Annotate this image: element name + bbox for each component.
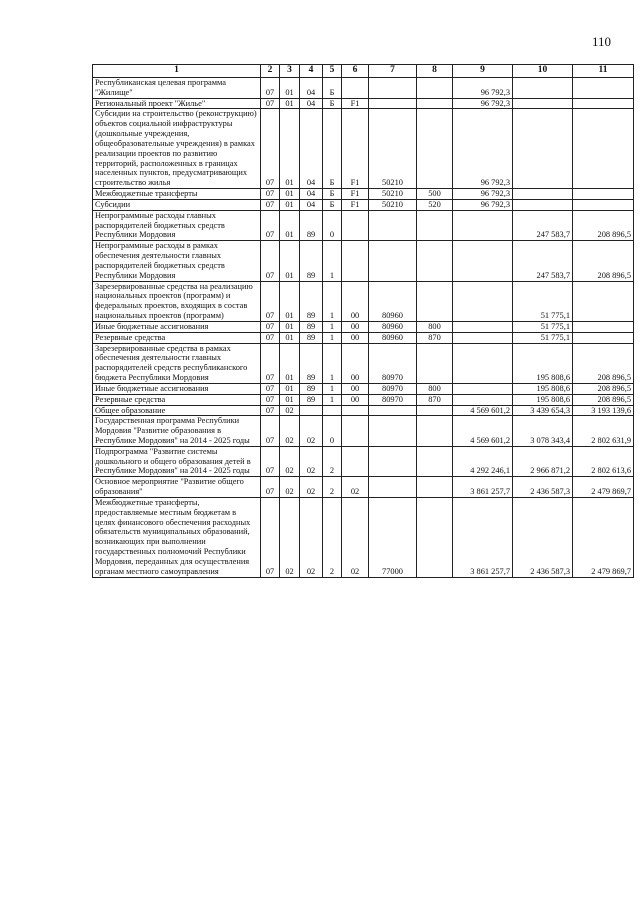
cell-code-8: 800: [417, 321, 453, 332]
cell-code-7: 80970: [369, 383, 417, 394]
cell-code-4: 02: [300, 497, 323, 577]
cell-code-8: [417, 477, 453, 498]
cell-code-2: 07: [261, 497, 280, 577]
cell-code-6: 02: [342, 477, 369, 498]
cell-code-8: 870: [417, 394, 453, 405]
cell-code-3: 02: [280, 416, 300, 446]
row-name: Подпрограмма "Развитие системы дошкольного и общего образования детей в Республике Мордовия" на 2014 - 2025 годы: [93, 446, 261, 476]
cell-code-6: [342, 78, 369, 99]
table-row: [93, 241, 634, 281]
cell-code-5: 1: [323, 394, 342, 405]
cell-code-8: [417, 405, 453, 416]
cell-code-4: 04: [300, 109, 323, 189]
cell-code-5: 1: [323, 383, 342, 394]
cell-amount-10: 51 775,1: [513, 321, 573, 332]
cell-code-4: 89: [300, 281, 323, 321]
table-row: [93, 394, 634, 405]
cell-code-5: 2: [323, 446, 342, 476]
cell-code-7: [369, 241, 417, 281]
row-name: Субсидии на строительство (реконструкцию) объектов социальной инфраструктуры (дошкольные учреждения, общеобразовательные учреждения) в рамках реализации проектов по развитию территорий, расположенных в границах населенных пунктов, предусматривающих строительство жилья: [93, 109, 261, 189]
cell-code-6: 00: [342, 394, 369, 405]
table-row: [93, 199, 634, 210]
table-row: [93, 281, 634, 321]
cell-code-2: 07: [261, 281, 280, 321]
cell-code-2: 07: [261, 109, 280, 189]
cell-amount-9: 96 792,3: [453, 189, 513, 200]
cell-code-4: 89: [300, 383, 323, 394]
cell-code-2: 07: [261, 416, 280, 446]
cell-code-2: 07: [261, 405, 280, 416]
cell-amount-11: 208 896,5: [573, 383, 634, 394]
cell-amount-11: 3 193 139,6: [573, 405, 634, 416]
cell-amount-9: 3 861 257,7: [453, 497, 513, 577]
cell-code-8: 520: [417, 199, 453, 210]
row-name: Зарезервированные средства в рамках обеспечения деятельности главных распорядителей средств республиканского бюджета Республики Мордовия: [93, 343, 261, 383]
cell-amount-11: [573, 78, 634, 99]
cell-code-4: 02: [300, 416, 323, 446]
cell-amount-10: 195 808,6: [513, 343, 573, 383]
cell-code-7: 50210: [369, 189, 417, 200]
cell-amount-9: [453, 383, 513, 394]
cell-code-5: Б: [323, 199, 342, 210]
cell-code-5: 1: [323, 343, 342, 383]
table-row: [93, 189, 634, 200]
cell-code-3: 01: [280, 189, 300, 200]
cell-code-8: [417, 78, 453, 99]
row-name: Непрограммные расходы главных распорядителей бюджетных средств Республики Мордовия: [93, 210, 261, 240]
cell-code-2: 07: [261, 343, 280, 383]
cell-code-4: 04: [300, 78, 323, 99]
cell-amount-11: 208 896,5: [573, 241, 634, 281]
cell-code-3: 02: [280, 405, 300, 416]
budget-table: [92, 64, 634, 578]
cell-amount-11: [573, 109, 634, 189]
cell-code-6: 00: [342, 383, 369, 394]
cell-code-7: 77000: [369, 497, 417, 577]
table-row: [93, 98, 634, 109]
cell-code-2: 07: [261, 98, 280, 109]
cell-code-4: 89: [300, 241, 323, 281]
cell-code-7: [369, 405, 417, 416]
cell-amount-11: [573, 281, 634, 321]
cell-amount-11: 208 896,5: [573, 394, 634, 405]
cell-amount-9: 4 569 601,2: [453, 416, 513, 446]
cell-code-8: 870: [417, 332, 453, 343]
cell-code-4: 02: [300, 446, 323, 476]
cell-code-2: 07: [261, 394, 280, 405]
cell-code-6: [342, 446, 369, 476]
cell-code-8: [417, 416, 453, 446]
cell-code-8: [417, 281, 453, 321]
row-name: Республиканская целевая программа "Жилище": [93, 78, 261, 99]
cell-code-3: 01: [280, 98, 300, 109]
cell-code-3: 02: [280, 446, 300, 476]
cell-code-4: 02: [300, 477, 323, 498]
row-name: Иные бюджетные ассигнования: [93, 321, 261, 332]
cell-amount-10: 247 583,7: [513, 210, 573, 240]
cell-code-6: [342, 241, 369, 281]
cell-amount-9: [453, 241, 513, 281]
cell-amount-9: [453, 281, 513, 321]
cell-code-6: [342, 416, 369, 446]
col-header: 11: [573, 65, 634, 78]
cell-code-4: 89: [300, 343, 323, 383]
cell-code-4: 04: [300, 199, 323, 210]
cell-amount-9: [453, 343, 513, 383]
cell-code-6: 00: [342, 281, 369, 321]
cell-code-6: 00: [342, 343, 369, 383]
cell-code-5: [323, 405, 342, 416]
cell-code-5: 0: [323, 416, 342, 446]
col-header: 9: [453, 65, 513, 78]
cell-code-8: [417, 98, 453, 109]
col-header: 1: [93, 65, 261, 78]
cell-amount-9: [453, 210, 513, 240]
cell-code-5: 0: [323, 210, 342, 240]
row-name: Региональный проект "Жилье": [93, 98, 261, 109]
page-number: 110: [592, 34, 612, 49]
cell-amount-11: 2 802 613,6: [573, 446, 634, 476]
cell-code-6: F1: [342, 109, 369, 189]
cell-amount-10: [513, 189, 573, 200]
cell-amount-9: 96 792,3: [453, 78, 513, 99]
row-name: Субсидии: [93, 199, 261, 210]
cell-code-7: 80970: [369, 343, 417, 383]
table-row: [93, 405, 634, 416]
cell-code-4: 89: [300, 210, 323, 240]
cell-amount-11: 2 479 869,7: [573, 497, 634, 577]
cell-code-5: Б: [323, 78, 342, 99]
cell-code-2: 07: [261, 321, 280, 332]
cell-code-4: [300, 405, 323, 416]
cell-code-3: 01: [280, 241, 300, 281]
cell-amount-10: [513, 199, 573, 210]
row-name: Межбюджетные трансферты: [93, 189, 261, 200]
cell-amount-10: [513, 109, 573, 189]
cell-code-2: 07: [261, 199, 280, 210]
cell-amount-9: 96 792,3: [453, 199, 513, 210]
cell-amount-10: 51 775,1: [513, 281, 573, 321]
table-row: [93, 343, 634, 383]
cell-amount-11: [573, 321, 634, 332]
cell-code-2: 07: [261, 241, 280, 281]
cell-code-6: [342, 405, 369, 416]
cell-code-8: 500: [417, 189, 453, 200]
cell-amount-11: 208 896,5: [573, 210, 634, 240]
cell-amount-11: [573, 199, 634, 210]
cell-code-3: 01: [280, 394, 300, 405]
cell-code-3: 01: [280, 321, 300, 332]
cell-amount-9: 96 792,3: [453, 98, 513, 109]
row-name: Общее образование: [93, 405, 261, 416]
cell-amount-10: [513, 78, 573, 99]
cell-code-4: 04: [300, 98, 323, 109]
cell-code-5: 1: [323, 321, 342, 332]
cell-code-5: Б: [323, 189, 342, 200]
col-header: 2: [261, 65, 280, 78]
cell-code-5: 1: [323, 281, 342, 321]
cell-code-3: 01: [280, 343, 300, 383]
cell-code-5: 2: [323, 497, 342, 577]
cell-amount-10: 195 808,6: [513, 394, 573, 405]
cell-code-2: 07: [261, 477, 280, 498]
col-header: 3: [280, 65, 300, 78]
cell-code-7: 50210: [369, 199, 417, 210]
cell-code-7: [369, 78, 417, 99]
cell-amount-11: [573, 332, 634, 343]
cell-code-7: 80960: [369, 321, 417, 332]
cell-code-5: 1: [323, 332, 342, 343]
row-name: Межбюджетные трансферты, предоставляемые местным бюджетам в целях финансового обеспечения расходных обязательств муниципальных образований, возникающих при выполнении государственных полномочий Республики Мордовия, переданных для осуществления органам местного самоуправления: [93, 497, 261, 577]
cell-code-7: [369, 98, 417, 109]
cell-code-2: 07: [261, 78, 280, 99]
cell-code-2: 07: [261, 332, 280, 343]
cell-code-3: 01: [280, 210, 300, 240]
cell-amount-9: 4 569 601,2: [453, 405, 513, 416]
cell-code-7: [369, 210, 417, 240]
cell-code-3: 01: [280, 78, 300, 99]
table-row: [93, 332, 634, 343]
cell-code-7: [369, 416, 417, 446]
row-name: Резервные средства: [93, 394, 261, 405]
cell-code-6: F1: [342, 199, 369, 210]
cell-amount-9: [453, 321, 513, 332]
row-name: Непрограммные расходы в рамках обеспечения деятельности главных распорядителей бюджетных средств Республики Мордовия: [93, 241, 261, 281]
cell-code-4: 89: [300, 321, 323, 332]
table-row: [93, 416, 634, 446]
table-row: [93, 109, 634, 189]
row-name: Основное мероприятие "Развитие общего образования": [93, 477, 261, 498]
cell-code-3: 02: [280, 497, 300, 577]
cell-code-2: 07: [261, 383, 280, 394]
cell-code-6: 02: [342, 497, 369, 577]
cell-amount-10: 51 775,1: [513, 332, 573, 343]
cell-code-8: [417, 343, 453, 383]
cell-amount-10: 2 436 587,3: [513, 497, 573, 577]
table-row: [93, 383, 634, 394]
col-header: 6: [342, 65, 369, 78]
cell-amount-9: [453, 332, 513, 343]
row-name: Иные бюджетные ассигнования: [93, 383, 261, 394]
row-name: Зарезервированные средства на реализацию национальных проектов (программ) и федеральных проектов, входящих в состав национальных проектов (программ): [93, 281, 261, 321]
table-row: [93, 446, 634, 476]
cell-code-3: 01: [280, 332, 300, 343]
cell-code-5: 1: [323, 241, 342, 281]
cell-amount-11: [573, 189, 634, 200]
cell-code-2: 07: [261, 210, 280, 240]
cell-code-3: 01: [280, 199, 300, 210]
cell-code-8: [417, 497, 453, 577]
col-header: 10: [513, 65, 573, 78]
table-row: [93, 477, 634, 498]
cell-amount-11: 2 802 631,9: [573, 416, 634, 446]
row-name: Резервные средства: [93, 332, 261, 343]
col-header: 7: [369, 65, 417, 78]
cell-code-8: [417, 446, 453, 476]
cell-amount-9: 3 861 257,7: [453, 477, 513, 498]
cell-code-6: F1: [342, 98, 369, 109]
cell-code-6: 00: [342, 332, 369, 343]
cell-code-3: 01: [280, 383, 300, 394]
cell-code-6: 00: [342, 321, 369, 332]
cell-code-2: 07: [261, 189, 280, 200]
table-row: [93, 321, 634, 332]
cell-code-7: [369, 446, 417, 476]
cell-amount-10: 3 439 654,3: [513, 405, 573, 416]
cell-code-7: 80970: [369, 394, 417, 405]
cell-code-3: 01: [280, 109, 300, 189]
cell-amount-10: 3 078 343,4: [513, 416, 573, 446]
table-row: [93, 497, 634, 577]
table-row: [93, 210, 634, 240]
header-row: [93, 65, 634, 78]
cell-code-8: [417, 210, 453, 240]
cell-code-4: 04: [300, 189, 323, 200]
cell-code-8: [417, 241, 453, 281]
cell-amount-9: 4 292 246,1: [453, 446, 513, 476]
cell-code-3: 02: [280, 477, 300, 498]
col-header: 8: [417, 65, 453, 78]
cell-amount-11: [573, 98, 634, 109]
cell-code-6: F1: [342, 189, 369, 200]
cell-code-8: [417, 109, 453, 189]
col-header: 5: [323, 65, 342, 78]
cell-amount-10: 195 808,6: [513, 383, 573, 394]
cell-amount-10: 2 436 587,3: [513, 477, 573, 498]
col-header: 4: [300, 65, 323, 78]
cell-code-5: 2: [323, 477, 342, 498]
cell-amount-9: 96 792,3: [453, 109, 513, 189]
cell-code-7: [369, 477, 417, 498]
cell-code-7: 80960: [369, 332, 417, 343]
cell-code-8: 800: [417, 383, 453, 394]
cell-code-2: 07: [261, 446, 280, 476]
cell-code-5: Б: [323, 109, 342, 189]
cell-code-4: 89: [300, 332, 323, 343]
cell-amount-10: 247 583,7: [513, 241, 573, 281]
cell-amount-10: 2 966 871,2: [513, 446, 573, 476]
cell-amount-11: 208 896,5: [573, 343, 634, 383]
table-row: [93, 78, 634, 99]
cell-code-7: 80960: [369, 281, 417, 321]
cell-code-5: Б: [323, 98, 342, 109]
cell-amount-11: 2 479 869,7: [573, 477, 634, 498]
cell-amount-9: [453, 394, 513, 405]
cell-amount-10: [513, 98, 573, 109]
cell-code-3: 01: [280, 281, 300, 321]
cell-code-6: [342, 210, 369, 240]
cell-code-4: 89: [300, 394, 323, 405]
row-name: Государственная программа Республики Мордовия "Развитие образования в Республике Мордовия" на 2014 - 2025 годы: [93, 416, 261, 446]
cell-code-7: 50210: [369, 109, 417, 189]
